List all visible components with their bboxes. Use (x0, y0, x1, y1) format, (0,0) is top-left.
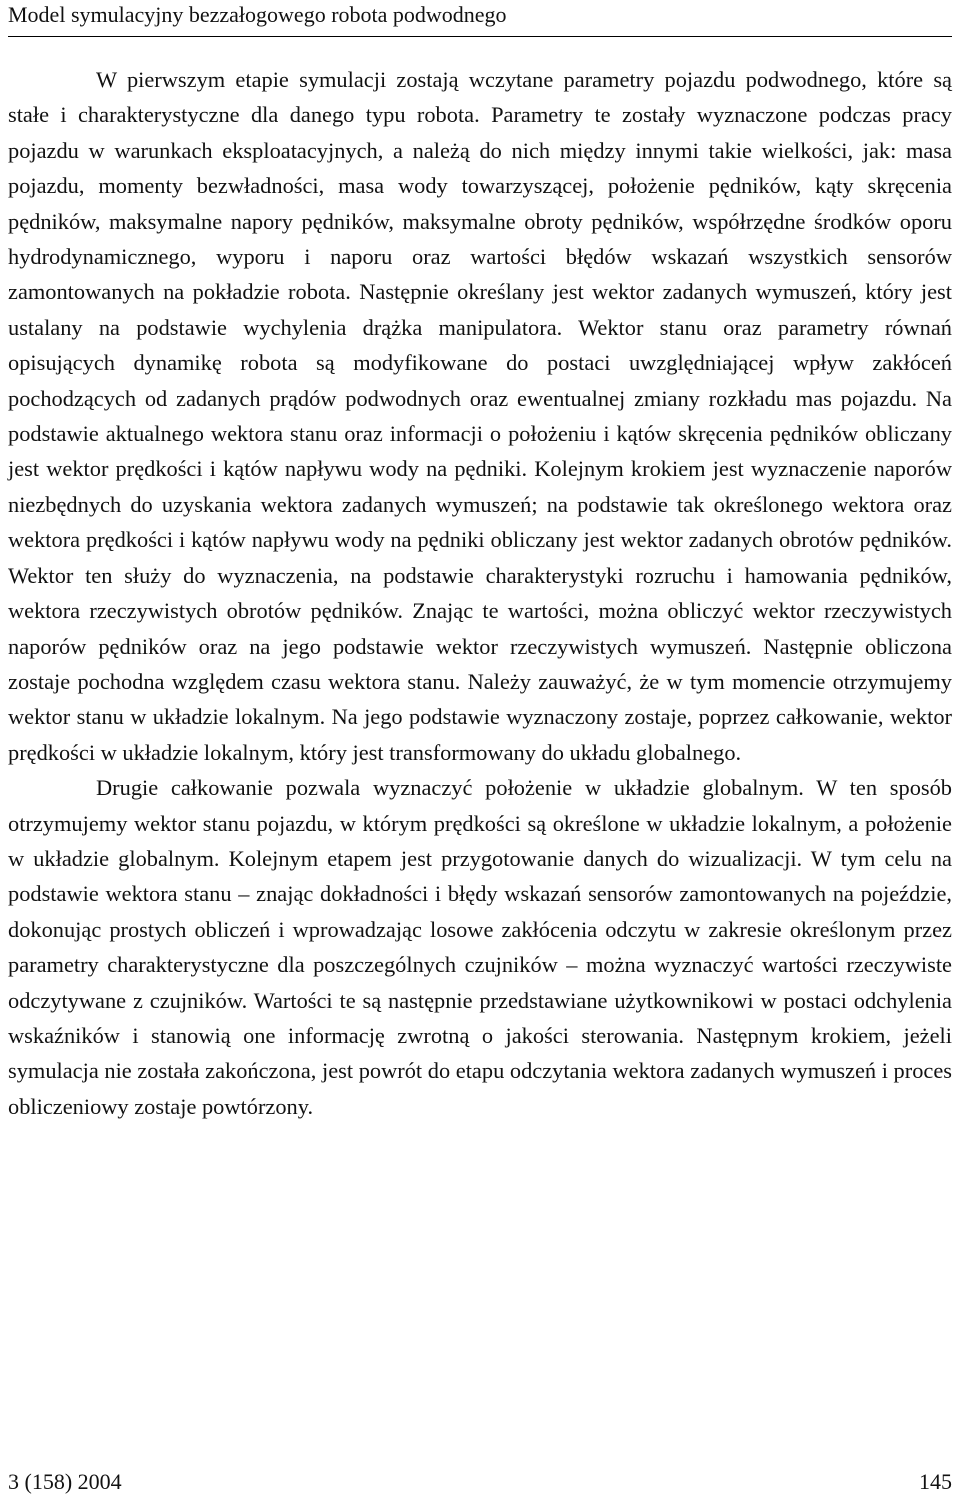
paragraph-1: W pierwszym etapie symulacji zostają wczytane parametry pojazdu podwodnego, które są stałe i charakterystyczne dla danego typu robota. Parametry te zostały wyznaczone podczas pracy pojazdu w warunkach eksploatacyjnych, a należą do nich między innymi takie wielkości, jak: masa pojazdu, momenty bezwładności, masa wody towarzyszącej, położenie pędników, kąty skręcenia pędników, maksymalne napory pędników, maksymalne obroty pędników, współrzędne środków oporu hydrodynamicznego, wyporu i naporu oraz wartości błędów wskazań wszystkich sensorów zamontowanych na pokładzie robota. Następnie określany jest wektor zadanych wymuszeń, który jest ustalany na podstawie wychylenia drążka manipulatora. Wektor stanu oraz parametry równań opisujących dynamikę robota są modyfikowane do postaci uwzględniającej wpływ zakłóceń pochodzących od zadanych prądów podwodnych oraz ewentualnej zmiany rozkładu mas pojazdu. Na podstawie aktualnego wektora stanu oraz informacji o położeniu i kątów skręcenia pędników obliczany jest wektor prędkości i kątów napływu wody na pędniki. Kolejnym krokiem jest wyznaczenie naporów niezbędnych do uzyskania wektora zadanych wymuszeń; na podstawie tak określonego wektora oraz wektora prędkości i kątów napływu wody na pędniki obliczany jest wektor zadanych obrotów pędników. Wektor ten służy do wyznaczenia, na podstawie charakterystyki rozruchu i hamowania pędników, wektora rzeczywistych obrotów pędników. Znając te wartości, można obliczyć wektor rzeczywistych naporów pędników oraz na jego podstawie wektor rzeczywistych wymuszeń. Następnie obliczona zostaje pochodna względem czasu wektora stanu. Należy zauważyć, że w tym momencie otrzymujemy wektor stanu w układzie lokalnym. Na jego podstawie wyznaczony zostaje, poprzez całkowanie, wektor prędkości w układzie lokalnym, który jest transformowany do układu globalnego. (8, 67, 952, 765)
paragraph-2: Drugie całkowanie pozwala wyznaczyć położenie w układzie globalnym. W ten sposób otrzymujemy wektor stanu pojazdu, w którym prędkości są określone w układzie lokalnym, a położenie w układzie globalnym. Kolejnym etapem jest przygotowanie danych do wizualizacji. W tym celu na podstawie wektora stanu – znając dokładności i błędy wskazań sensorów zamontowanych na pojeździe, dokonując prostych obliczeń i wprowadzając losowe zakłócenia odczytu w zakresie określonym przez parametry charakterystyczne dla poszczególnych czujników – można wyznaczyć wartości rzeczywiste odczytywane z czujników. Wartości te są następnie przedstawiane użytkownikowi w postaci odchylenia wskaźników i stanowią one informację zwrotną o jakości sterowania. Następnym krokiem, jeżeli symulacja nie została zakończona, jest powrót do etapu odczytania wektora zadanych wymuszeń i proces obliczeniowy zostaje powtórzony. (8, 775, 952, 1119)
body-text (8, 62, 952, 1124)
page-footer (8, 1468, 952, 1496)
issue-number: 3 (158) 2004 (8, 1469, 122, 1494)
running-header (8, 0, 952, 37)
running-title: Model symulacyjny bezzałogowego robota podwodnego (8, 2, 507, 27)
page-number: 145 (919, 1469, 952, 1494)
